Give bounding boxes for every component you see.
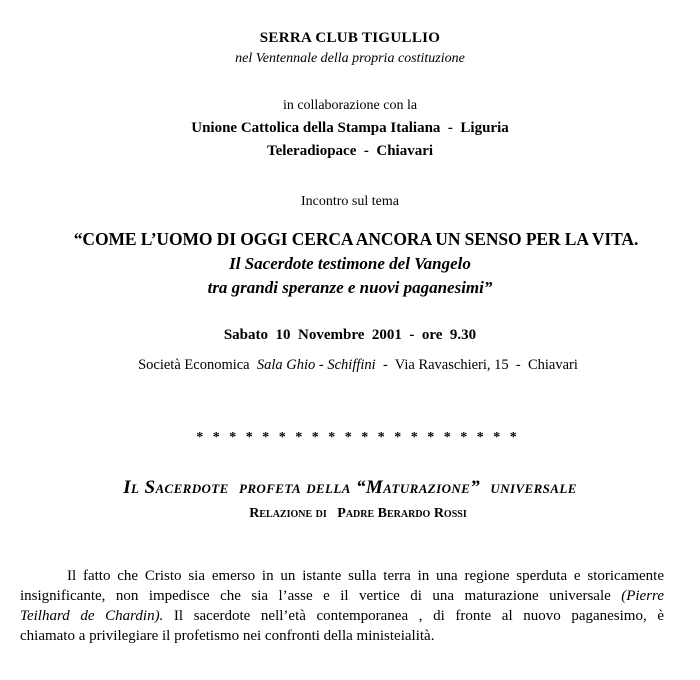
body-line-3 [20, 606, 664, 626]
body-line-2-text: insignificante, non impedisce che sia l’asse e il vertice di una maturazione universale [20, 588, 611, 604]
theme-subtitle-1: Il Sacerdote testimone del Vangelo [229, 254, 471, 273]
body-line-3-text: Il sacerdote nell’età contemporanea , di fronte al nuovo paganesimo, è [173, 608, 664, 624]
event-date: Sabato 10 Novembre 2001 - ore 9.30 [223, 327, 477, 343]
event-venue [8, 357, 700, 374]
venue-address: - Via Ravaschieri, 15 - Chiavari [375, 357, 578, 373]
report-speaker: Relazione di Padre Berardo Rossi [249, 506, 467, 521]
report-title: Il Sacerdote profeta della “Maturazione” universale [123, 477, 577, 498]
theme-subtitle-2: tra grandi speranze e nuovi paganesimi” [207, 278, 493, 297]
separator: * * * * * * * * * * * * * * * * * * * * [196, 430, 520, 445]
body-line-2-citation: (Pierre [621, 588, 664, 604]
body-line-3-citation: Teilhard de Chardin). [20, 608, 164, 624]
collaboration-partner-1: Unione Cattolica della Stampa Italiana - Liguria [191, 120, 509, 136]
organization-subtitle: nel Ventennale della propria costituzione [235, 51, 465, 66]
organization-name: SERRA CLUB TIGULLIO [259, 30, 441, 46]
venue-prefix: Società Economica [138, 357, 257, 373]
body-line-1: Il fatto che Cristo sia emerso in un istante sulla terra in una regione sperduta e storicamente [67, 568, 664, 584]
collaboration-intro: in collaborazione con la [282, 98, 418, 113]
collaboration-partner-2: Teleradiopace - Chiavari [266, 143, 434, 159]
body-line-4: chiamato a privilegiare il profetismo nei confronti della ministeialità. [20, 628, 435, 644]
venue-hall: Sala Ghio - Schiffini [256, 357, 376, 373]
body-paragraph [20, 566, 664, 646]
body-line-2 [20, 586, 664, 606]
theme-title: “COME L’UOMO DI OGGI CERCA ANCORA UN SENSO PER LA VITA. [73, 229, 639, 249]
meeting-intro: Incontro sul tema [301, 194, 399, 209]
